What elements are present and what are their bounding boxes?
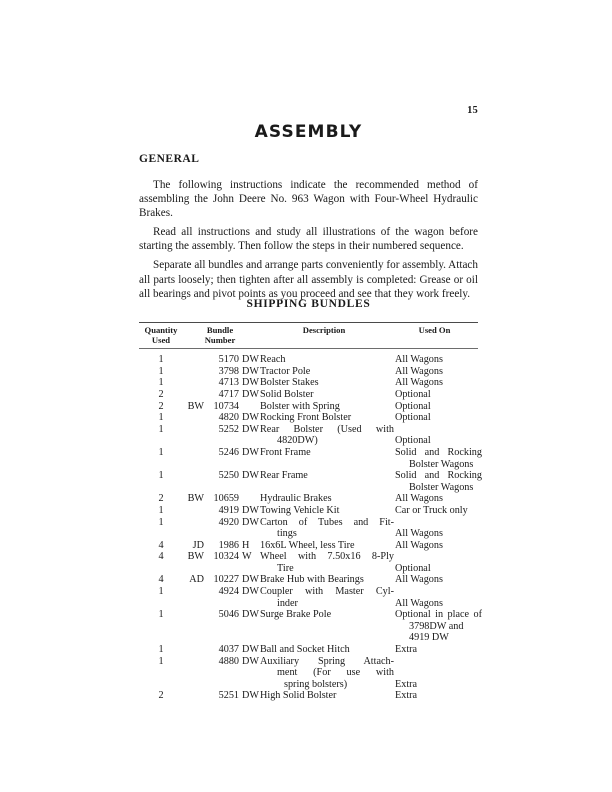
cell-quantity-used: 1 [158,644,164,656]
bundle-digits: 10227 [213,574,239,586]
cell-quantity-used: 1 [158,377,164,389]
cell-bundle-number [183,493,257,505]
cell-used-on [394,493,482,505]
cell-used-on [394,690,482,702]
used-on-line: 4919 DW [409,632,449,644]
description-line: Rear Bolster (Used with [260,423,394,435]
page-title: ASSEMBLY [254,122,363,142]
table-row [139,412,478,424]
cell-used-on [394,424,482,447]
used-on-line: Bolster Wagons [409,481,474,493]
cell-quantity-used: 4 [158,539,164,551]
description-line: 16x6L Wheel, less Tire [260,539,355,551]
description-line: Surge Brake Pole [260,609,332,621]
description-line: Coupler with Master Cyl- [260,586,394,598]
description-line: High Solid Bolster [260,690,337,702]
table-row [139,505,478,517]
bundle-digits: 4820 [218,412,239,424]
description-line: Rocking Front Bolster [260,412,352,424]
bundle-digits: 5251 [218,690,239,702]
used-on-line: Optional [395,435,431,447]
cell-bundle-number [183,540,257,552]
bundle-suffix: DW [242,365,259,377]
bundle-prefix: AD [189,574,204,586]
bundle-suffix: DW [242,470,259,482]
cell-bundle-number [183,470,257,482]
cell-used-on [394,540,482,552]
description-line: Reach [260,354,286,366]
used-on-line: Extra [395,644,418,656]
bundle-suffix: DW [242,412,259,424]
cell-bundle-number [183,644,257,656]
bundle-digits: 4713 [218,377,239,389]
bundle-digits: 3798 [218,365,239,377]
table-row [139,690,478,702]
cell-bundle-number [183,401,257,413]
description-line: Wheel with 7.50x16 8-Ply [260,551,394,563]
bundle-suffix: DW [242,388,259,400]
table-row [139,470,482,493]
cell-used-on [394,551,482,574]
cell-quantity-used: 4 [158,574,164,586]
used-on-line: Optional [395,388,431,400]
description-line: 4820DW) [277,435,318,447]
bundle-prefix: BW [187,493,204,505]
cell-used-on [394,586,482,609]
used-on-line: Solid and Rocking [395,470,482,482]
bundle-digits: 5046 [218,609,239,621]
used-on-line: Extra [395,690,418,702]
description-line: Tire [277,562,294,574]
cell-description [257,493,394,505]
table-row [139,574,478,586]
cell-description [257,447,394,459]
cell-used-on [394,354,482,366]
cell-quantity-used: 1 [158,516,164,528]
column-header-description: Description [302,325,346,335]
table-row [139,644,478,656]
cell-bundle-number [183,377,257,389]
cell-bundle-number [183,505,257,517]
bundle-suffix: DW [242,423,259,435]
description-line: spring bolsters) [284,678,348,690]
column-header-quantity-used: Quantity Used [144,325,178,345]
table-row [139,424,478,447]
description-line: Ball and Socket Hitch [260,644,350,656]
bundle-suffix: W [242,551,252,563]
paragraph: Read all instructions and study all illustrations of the wagon before starting the assembly. Then follow the steps in their numbered sequence. [139,226,478,253]
cell-quantity-used: 1 [158,504,164,516]
table-row [139,377,478,389]
cell-description [257,354,394,366]
used-on-line: All Wagons [395,493,443,505]
cell-bundle-number [183,424,257,436]
cell-bundle-number [183,517,257,529]
bundle-digits: 4037 [218,644,239,656]
cell-used-on [394,377,482,389]
table-body [139,349,482,702]
table-row [139,517,478,540]
used-on-line: Optional [395,562,431,574]
bundle-suffix: DW [242,609,259,621]
cell-quantity-used: 1 [158,655,164,667]
cell-bundle-number [183,447,257,459]
used-on-spacer [395,667,482,679]
used-on-spacer [395,424,482,436]
cell-quantity-used: 1 [158,365,164,377]
used-on-spacer [395,517,482,529]
page-number: 15 [467,105,478,116]
bundle-suffix: H [242,539,250,551]
description-line: Bolster Stakes [260,377,319,389]
used-on-spacer [395,586,482,598]
bundle-prefix: BW [187,400,204,412]
used-on-line: All Wagons [395,528,443,540]
used-on-line: All Wagons [395,539,443,551]
cell-description [257,366,394,378]
cell-used-on [394,517,482,540]
table-row [139,586,478,609]
bundle-digits: 1986 [218,539,239,551]
cell-description [257,412,394,424]
description-line: Carton of Tubes and Fit- [260,516,394,528]
cell-quantity-used: 4 [158,551,164,563]
cell-quantity-used: 2 [158,493,164,505]
bundle-suffix: DW [242,655,259,667]
bundle-digits: 5246 [218,446,239,458]
cell-description [257,586,394,609]
used-on-line: Bolster Wagons [409,458,474,470]
table-row [139,401,478,413]
cell-bundle-number [183,574,257,586]
column-header-used-on: Used On [418,325,451,335]
cell-bundle-number [183,690,257,702]
cell-used-on [394,412,482,424]
cell-quantity-used: 1 [158,354,164,366]
bundle-digits: 4920 [218,516,239,528]
table-header-row [139,323,478,348]
table-row [139,446,482,470]
bundle-digits: 5250 [218,470,239,482]
used-on-line: 3798DW and [409,620,464,632]
table-row [139,493,478,505]
description-line: Auxiliary Spring Attach- [260,655,394,667]
cell-used-on [394,505,482,517]
table-title: SHIPPING BUNDLES [246,298,371,310]
cell-bundle-number [183,412,257,424]
shipping-bundles-table [139,322,482,702]
column-header-bundle-number: Bundle Number [204,325,236,345]
cell-used-on [394,447,482,470]
used-on-spacer [395,656,482,668]
cell-description [257,551,394,574]
cell-bundle-number [183,656,257,668]
cell-description [257,690,394,702]
table-row [139,354,478,366]
bundle-suffix: DW [242,354,259,366]
cell-used-on [394,574,482,586]
cell-description [257,470,394,482]
cell-description [257,540,394,552]
cell-used-on [394,401,482,413]
cell-quantity-used: 2 [158,400,164,412]
used-on-line: Optional [395,412,431,424]
description-line: Bolster with Spring [260,400,340,412]
cell-bundle-number [183,586,257,598]
description-line: ment (For use with [277,667,394,679]
cell-used-on [394,470,482,493]
bundle-digits: 5170 [218,354,239,366]
description-line: Solid Bolster [260,388,314,400]
used-on-line: All Wagons [395,377,443,389]
cell-bundle-number [183,389,257,401]
cell-description [257,389,394,401]
cell-quantity-used: 2 [158,388,164,400]
cell-description [257,574,394,586]
cell-quantity-used: 1 [158,412,164,424]
cell-quantity-used: 1 [158,423,164,435]
cell-quantity-used: 1 [158,446,164,458]
description-line: tings [277,528,297,540]
table-row [139,551,478,574]
bundle-digits: 4919 [218,504,239,516]
description-line: Tractor Pole [260,365,311,377]
cell-bundle-number [183,354,257,366]
cell-description [257,609,394,621]
bundle-suffix: DW [242,690,259,702]
description-line: Rear Frame [260,470,308,482]
cell-quantity-used: 2 [158,690,164,702]
used-on-line: Optional in place of [395,609,482,621]
description-line: Brake Hub with Bearings [260,574,364,586]
cell-description [257,377,394,389]
description-line: Hydraulic Brakes [260,493,332,505]
cell-bundle-number [183,551,257,563]
table-row [139,656,478,691]
bundle-digits: 10324 [213,551,239,563]
used-on-line: All Wagons [395,597,443,609]
bundle-digits: 4924 [218,586,239,598]
used-on-spacer [395,551,482,563]
cell-used-on [394,389,482,401]
used-on-line: Car or Truck only [395,504,468,516]
bundle-prefix: BW [187,551,204,563]
cell-description [257,644,394,656]
bundle-suffix: DW [242,644,259,656]
used-on-line: All Wagons [395,354,443,366]
bundle-suffix: DW [242,516,259,528]
used-on-line: All Wagons [395,365,443,377]
bundle-digits: 4717 [218,388,239,400]
paragraph: The following instructions indicate the recommended method of assembling the John Deere No. 963 Wagon with Four-Wheel Hydraulic Brakes. [139,179,478,220]
cell-description [257,505,394,517]
bundle-suffix: DW [242,504,259,516]
cell-used-on [394,644,482,656]
bundle-digits: 10734 [213,400,239,412]
used-on-line: Optional [395,400,431,412]
cell-used-on [394,366,482,378]
cell-bundle-number [183,609,257,621]
cell-used-on [394,609,482,644]
bundle-prefix: JD [192,539,204,551]
section-heading-general: GENERAL [139,153,200,165]
description-line: inder [277,597,298,609]
used-on-line: Solid and Rocking [395,446,482,458]
bundle-digits: 10659 [213,493,239,505]
bundle-digits: 4880 [218,655,239,667]
cell-quantity-used: 1 [158,586,164,598]
table-row [139,366,478,378]
description-line: Front Frame [260,446,311,458]
table-row [139,389,478,401]
table-row [139,540,478,552]
cell-quantity-used: 1 [158,609,164,621]
cell-description [257,517,394,540]
used-on-line: Extra [395,678,418,690]
intro-paragraphs [139,178,478,301]
cell-description [257,401,394,413]
paragraph: Separate all bundles and arrange parts conveniently for assembly. Attach all parts loosely; then tighten after all assembly is completed: Grease or oil all bearings and pivot points as you proceed and see that they work freely. [139,259,478,300]
cell-used-on [394,656,482,691]
cell-quantity-used: 1 [158,470,164,482]
cell-description [257,656,394,691]
bundle-suffix: DW [242,446,259,458]
table-row [139,609,482,644]
cell-bundle-number [183,366,257,378]
used-on-line: All Wagons [395,574,443,586]
bundle-suffix: DW [242,574,259,586]
cell-description [257,424,394,447]
bundle-suffix: DW [242,377,259,389]
bundle-digits: 5252 [218,423,239,435]
description-line: Towing Vehicle Kit [260,504,340,516]
bundle-suffix: DW [242,586,259,598]
